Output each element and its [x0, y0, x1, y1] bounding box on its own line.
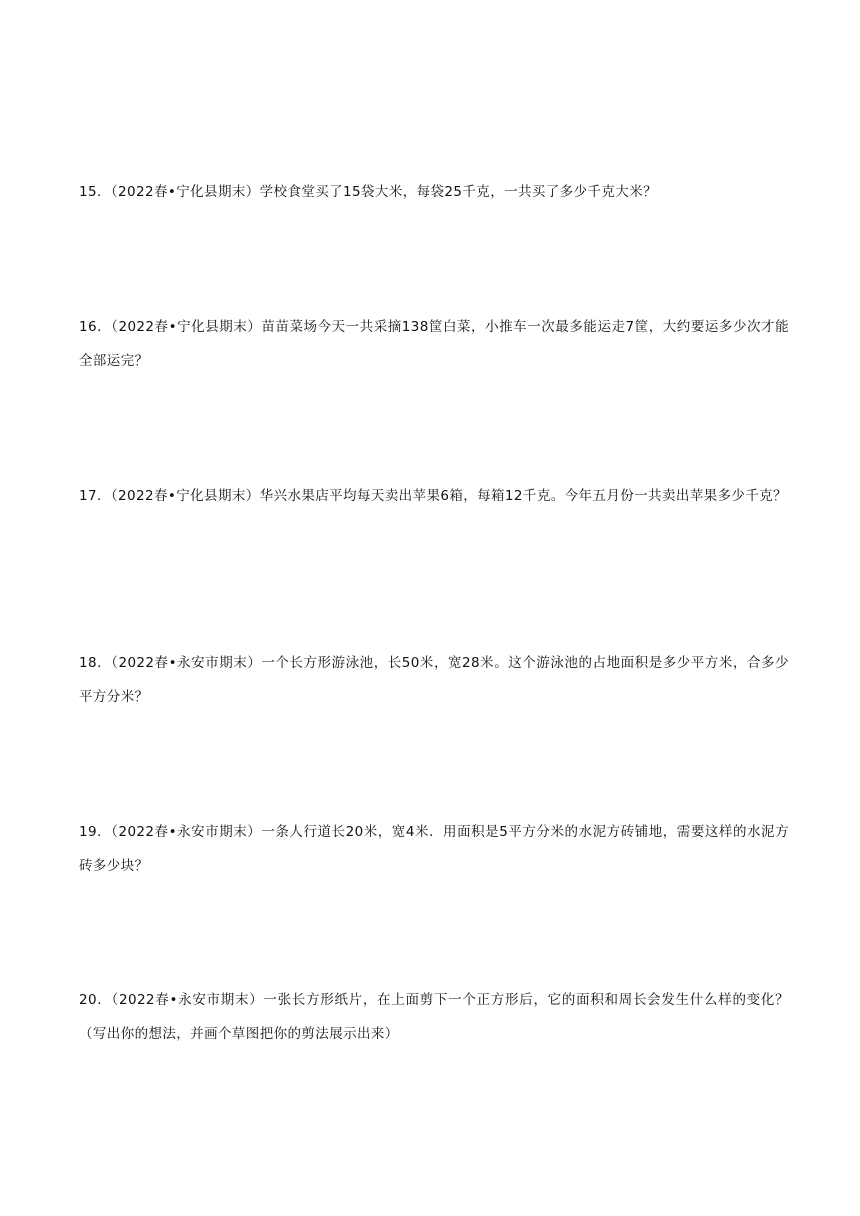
question-20: 20．（2022春•永安市期末）一张长方形纸片，在上面剪下一个正方形后，它的面积和周长会发生什么样的变化？（写出你的想法，并画个草图把你的剪法展示出来） [79, 992, 789, 1042]
question-19: 19．（2022春•永安市期末）一条人行道长20米，宽4米．用面积是5平方分米的水泥方砖铺地，需要这样的水泥方砖多少块？ [79, 824, 789, 874]
question-15: 15．（2022春•宁化县期末）学校食堂买了15袋大米，每袋25千克，一共买了多少千克大米？ [79, 184, 658, 200]
question-18: 18．（2022春•永安市期末）一个长方形游泳池，长50米，宽28米。这个游泳池的占地面积是多少平方米，合多少平方分米？ [79, 655, 789, 705]
question-16: 16．（2022春•宁化县期末）苗苗菜场今天一共采摘138筐白菜，小推车一次最多能运走7筐，大约要运多少次才能全部运完？ [79, 319, 789, 369]
question-17: 17．（2022春•宁化县期末）华兴水果店平均每天卖出苹果6箱，每箱12千克。今年五月份一共卖出苹果多少千克？ [79, 488, 788, 504]
